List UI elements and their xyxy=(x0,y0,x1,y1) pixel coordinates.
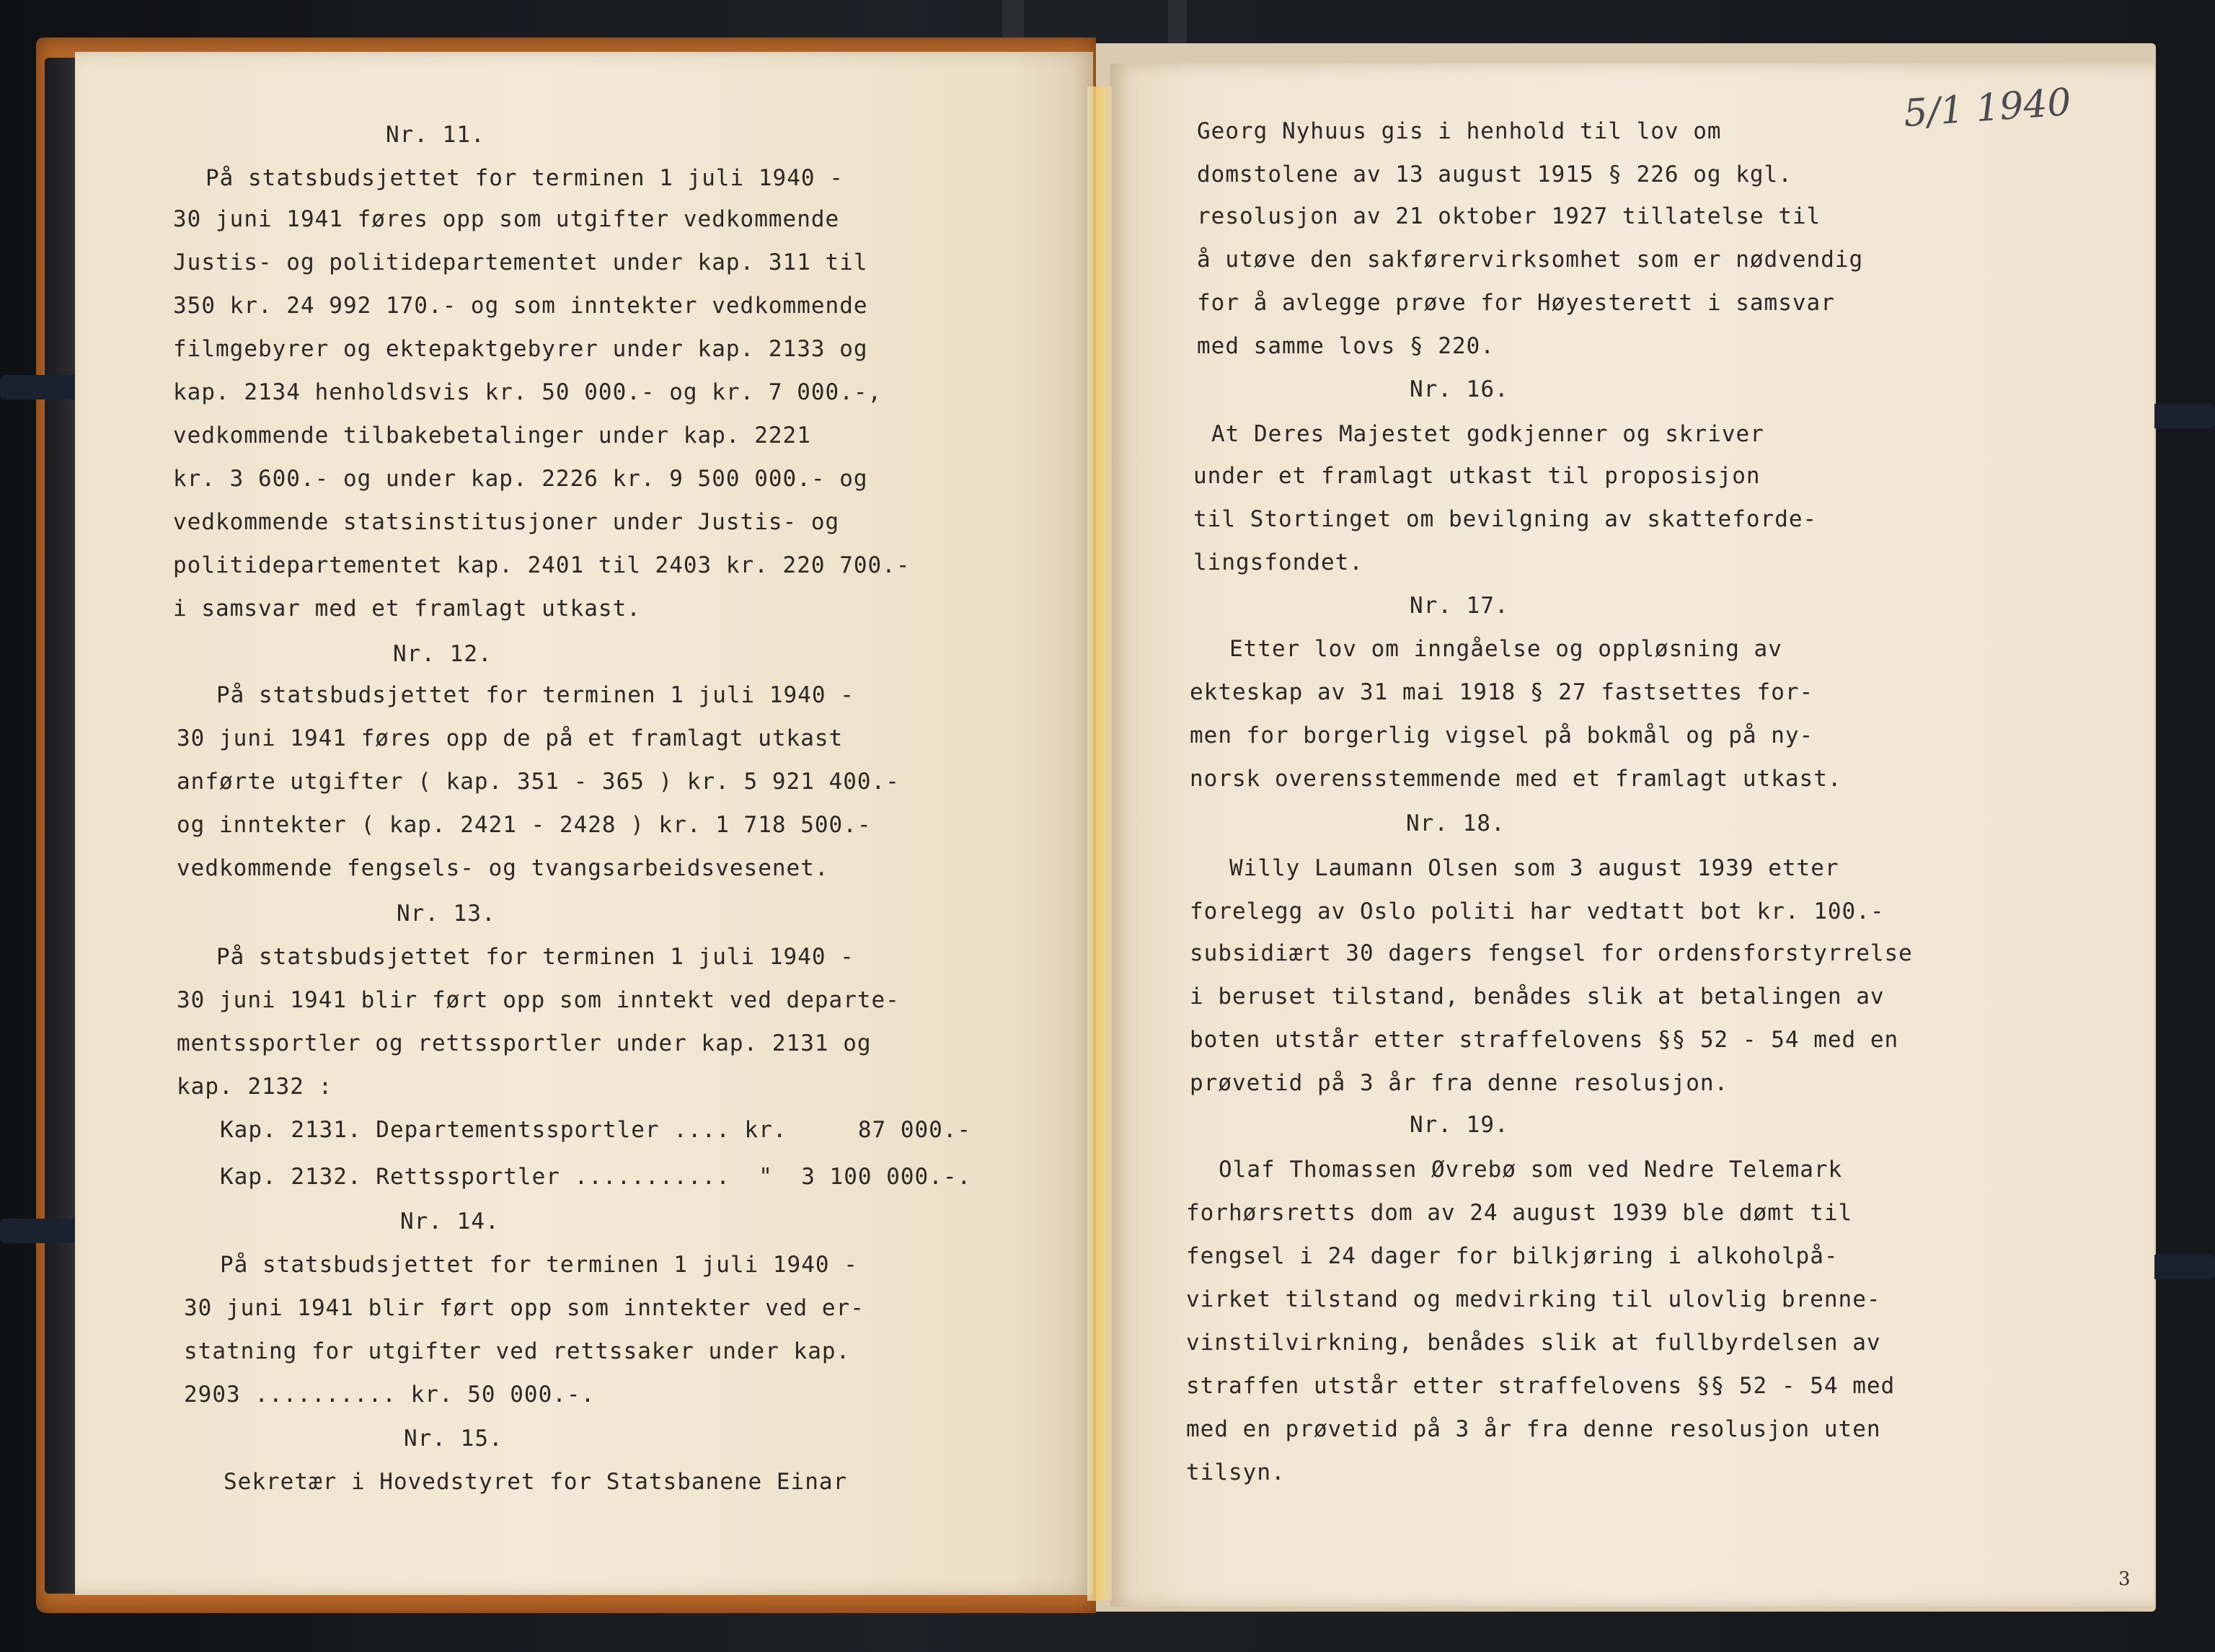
left-page-line: På statsbudsjettet for terminen 1 juli 1940 - xyxy=(216,682,854,708)
right-page-line: Willy Laumann Olsen som 3 august 1939 etter xyxy=(1229,855,1839,881)
left-page-line: vedkommende statsinstitusjoner under Justis- og xyxy=(173,509,840,535)
left-page-line: 350 kr. 24 992 170.- og som inntekter vedkommende xyxy=(173,293,868,319)
left-page-line: 30 juni 1941 blir ført opp som inntekter ved er- xyxy=(184,1295,865,1321)
right-page-line: Nr. 18. xyxy=(1406,810,1506,836)
right-page-line: prøvetid på 3 år fra denne resolusjon. xyxy=(1190,1070,1729,1096)
left-page-line: Nr. 15. xyxy=(404,1426,503,1452)
left-page-line: Nr. 11. xyxy=(386,122,485,148)
right-page-line: med samme lovs § 220. xyxy=(1197,333,1495,359)
right-page-line: domstolene av 13 august 1915 § 226 og kgl. xyxy=(1197,162,1792,187)
right-page-line: boten utstår etter straffelovens §§ 52 - 54 med en xyxy=(1190,1027,1899,1053)
left-page-line: vedkommende tilbakebetalinger under kap. 2221 xyxy=(173,423,811,449)
left-page-line: politidepartementet kap. 2401 til 2403 kr. 220 700.- xyxy=(173,552,911,578)
right-page-line: under et framlagt utkast til proposisjon xyxy=(1193,463,1761,489)
right-page-line: å utøve den sakførervirksomhet som er nødvendig xyxy=(1197,247,1864,273)
right-page-line: men for borgerlig vigsel på bokmål og på ny- xyxy=(1190,723,1814,748)
left-page-line: kr. 3 600.- og under kap. 2226 kr. 9 500 000.- og xyxy=(173,466,868,492)
right-page-line: lingsfondet. xyxy=(1193,549,1363,575)
bleed-through-text xyxy=(162,95,187,180)
left-page-line: Sekretær i Hovedstyret for Statsbanene Einar xyxy=(224,1469,848,1495)
right-page-line: At Deres Majestet godkjenner og skriver xyxy=(1211,421,1764,447)
left-page-line: vedkommende fengsels- og tvangsarbeidsvesenet. xyxy=(177,855,829,881)
left-page-line: Justis- og politidepartementet under kap. 311 til xyxy=(173,249,868,275)
left-page-line: Kap. 2131. Departementssportler .... kr. 87 000.- xyxy=(220,1117,972,1143)
right-page-line: forhørsretts dom av 24 august 1939 ble dømt til xyxy=(1186,1200,1853,1226)
right-page-line: for å avlegge prøve for Høyesterett i samsvar xyxy=(1197,290,1835,316)
right-page-line: Olaf Thomassen Øvrebø som ved Nedre Telemark xyxy=(1219,1157,1843,1183)
left-page-line: Nr. 12. xyxy=(393,641,492,667)
right-page-line: subsidiært 30 dagers fengsel for ordensforstyrrelse xyxy=(1190,940,1913,966)
left-page-line: kap. 2134 henholdsvis kr. 50 000.- og kr. 7 000.-, xyxy=(173,379,883,405)
right-page-line: Nr. 17. xyxy=(1410,593,1509,619)
right-page-line: tilsyn. xyxy=(1186,1459,1286,1485)
left-page-line: anførte utgifter ( kap. 351 - 365 ) kr. 5 921 400.- xyxy=(177,769,900,795)
left-page-line: kap. 2132 : xyxy=(177,1074,333,1100)
right-page-line: resolusjon av 21 oktober 1927 tillatelse til xyxy=(1197,203,1821,229)
right-page-line: Georg Nyhuus gis i henhold til lov om xyxy=(1197,118,1722,144)
right-page-line: vinstilvirkning, benådes slik at fullbyrdelsen av xyxy=(1186,1330,1881,1356)
right-page-line: Etter lov om inngåelse og oppløsning av xyxy=(1229,636,1782,662)
left-page-line: Nr. 13. xyxy=(397,901,496,927)
right-page-line: med en prøvetid på 3 år fra denne resolusjon uten xyxy=(1186,1416,1881,1442)
left-page-line: og inntekter ( kap. 2421 - 2428 ) kr. 1 718 500.- xyxy=(177,812,872,838)
right-page-line: ekteskap av 31 mai 1918 § 27 fastsettes for- xyxy=(1190,679,1814,705)
right-page-line: forelegg av Oslo politi har vedtatt bot kr. 100.- xyxy=(1190,898,1885,924)
left-page-line: Nr. 14. xyxy=(400,1209,500,1234)
left-page-line: På statsbudsjettet for terminen 1 juli 1940 - xyxy=(220,1252,858,1278)
left-page-line: 30 juni 1941 føres opp de på et framlagt utkast xyxy=(177,725,844,751)
right-page-line: norsk overensstemmende med et framlagt utkast. xyxy=(1190,766,1842,792)
right-page-line: virket tilstand og medvirking til ulovlig brenne- xyxy=(1186,1286,1881,1312)
book-gutter xyxy=(1087,87,1112,1601)
left-page-line: statning for utgifter ved rettssaker under kap. xyxy=(184,1338,851,1364)
left-page-line: filmgebyrer og ektepaktgebyrer under kap. 2133 og xyxy=(173,336,868,362)
right-page-line: til Stortinget om bevilgning av skatteforde- xyxy=(1193,506,1818,532)
left-page-line: 2903 .......... kr. 50 000.-. xyxy=(184,1382,596,1408)
right-page-line: i beruset tilstand, benådes slik at betalingen av xyxy=(1190,984,1885,1010)
left-page-line: mentssportler og rettssportler under kap. 2131 og xyxy=(177,1030,872,1056)
right-page-line: Nr. 16. xyxy=(1410,376,1509,402)
right-page-line: straffen utstår etter straffelovens §§ 52 - 54 med xyxy=(1186,1373,1896,1399)
left-page-line: På statsbudsjettet for terminen 1 juli 1940 - xyxy=(205,165,844,191)
handwritten-date: 5/1 1940 xyxy=(1902,80,2073,136)
page-number: 3 xyxy=(2118,1568,2131,1590)
left-page-line: 30 juni 1941 føres opp som utgifter vedkommende xyxy=(173,206,840,232)
right-page-line: Nr. 19. xyxy=(1410,1112,1509,1138)
left-page-line: På statsbudsjettet for terminen 1 juli 1940 - xyxy=(216,944,854,970)
left-page-line: Kap. 2132. Rettssportler ........... " 3 100 000.-. xyxy=(220,1164,972,1190)
left-page-line: 30 juni 1941 blir ført opp som inntekt ved departe- xyxy=(177,987,900,1013)
right-page-line: fengsel i 24 dager for bilkjøring i alkoholpå- xyxy=(1186,1243,1839,1269)
left-page-line: i samsvar med et framlagt utkast. xyxy=(173,596,641,622)
